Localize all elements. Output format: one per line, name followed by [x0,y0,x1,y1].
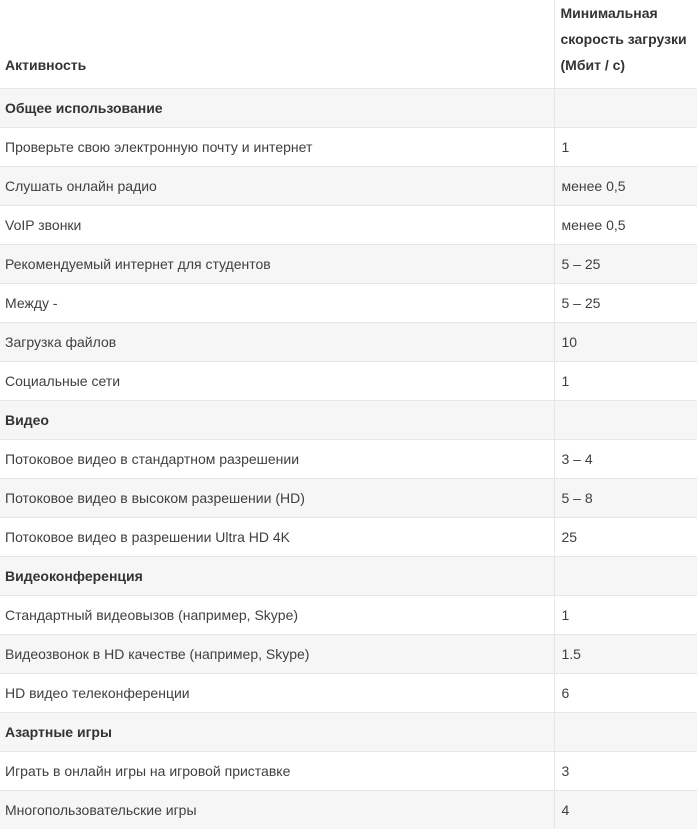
speed-cell: менее 0,5 [554,206,697,245]
activity-cell: Слушать онлайн радио [0,167,554,206]
section-row [0,557,697,596]
activity-cell: Потоковое видео в разрешении Ultra HD 4K [0,518,554,557]
section-title: Азартные игры [0,713,554,752]
speed-cell: 25 [554,518,697,557]
activity-cell: Проверьте свою электронную почту и интернет [0,128,554,167]
speed-cell: 1 [554,362,697,401]
table-row [0,479,697,518]
activity-cell: Потоковое видео в высоком разрешении (HD) [0,479,554,518]
section-title: Видео [0,401,554,440]
speed-cell: 5 – 8 [554,479,697,518]
table-row [0,440,697,479]
speed-cell: 10 [554,323,697,362]
section-title: Общее использование [0,89,554,128]
table-row [0,752,697,791]
speed-cell: 1 [554,596,697,635]
table-row [0,323,697,362]
table-row [0,518,697,557]
table-header-row [0,0,697,89]
table-row [0,674,697,713]
table-row [0,167,697,206]
table-row [0,128,697,167]
table-body [0,89,697,829]
speed-cell: 1.5 [554,635,697,674]
table-row [0,791,697,829]
table-row [0,596,697,635]
section-row [0,89,697,128]
speed-cell: 3 – 4 [554,440,697,479]
speed-cell [554,89,697,128]
activity-cell: Социальные сети [0,362,554,401]
table-row [0,635,697,674]
table-row [0,245,697,284]
speed-cell: менее 0,5 [554,167,697,206]
speed-cell [554,401,697,440]
speed-cell [554,557,697,596]
section-row [0,713,697,752]
speed-cell: 4 [554,791,697,829]
activity-cell: Многопользовательские игры [0,791,554,829]
speed-cell: 1 [554,128,697,167]
activity-column-header: Активность [0,0,554,89]
speed-cell: 5 – 25 [554,284,697,323]
activity-cell: Играть в онлайн игры на игровой приставке [0,752,554,791]
activity-cell: VoIP звонки [0,206,554,245]
speed-cell [554,713,697,752]
speed-cell: 6 [554,674,697,713]
activity-cell: Рекомендуемый интернет для студентов [0,245,554,284]
table-row [0,284,697,323]
table-row [0,362,697,401]
activity-cell: Между - [0,284,554,323]
activity-cell: HD видео телеконференции [0,674,554,713]
section-row [0,401,697,440]
activity-cell: Потоковое видео в стандартном разрешении [0,440,554,479]
speed-cell: 5 – 25 [554,245,697,284]
table-row [0,206,697,245]
section-title: Видеоконференция [0,557,554,596]
speed-column-header: Минимальная скорость загрузки (Мбит / с) [554,0,697,89]
activity-cell: Загрузка файлов [0,323,554,362]
activity-cell: Видеозвонок в HD качестве (например, Skype) [0,635,554,674]
speed-cell: 3 [554,752,697,791]
activity-cell: Стандартный видеовызов (например, Skype) [0,596,554,635]
